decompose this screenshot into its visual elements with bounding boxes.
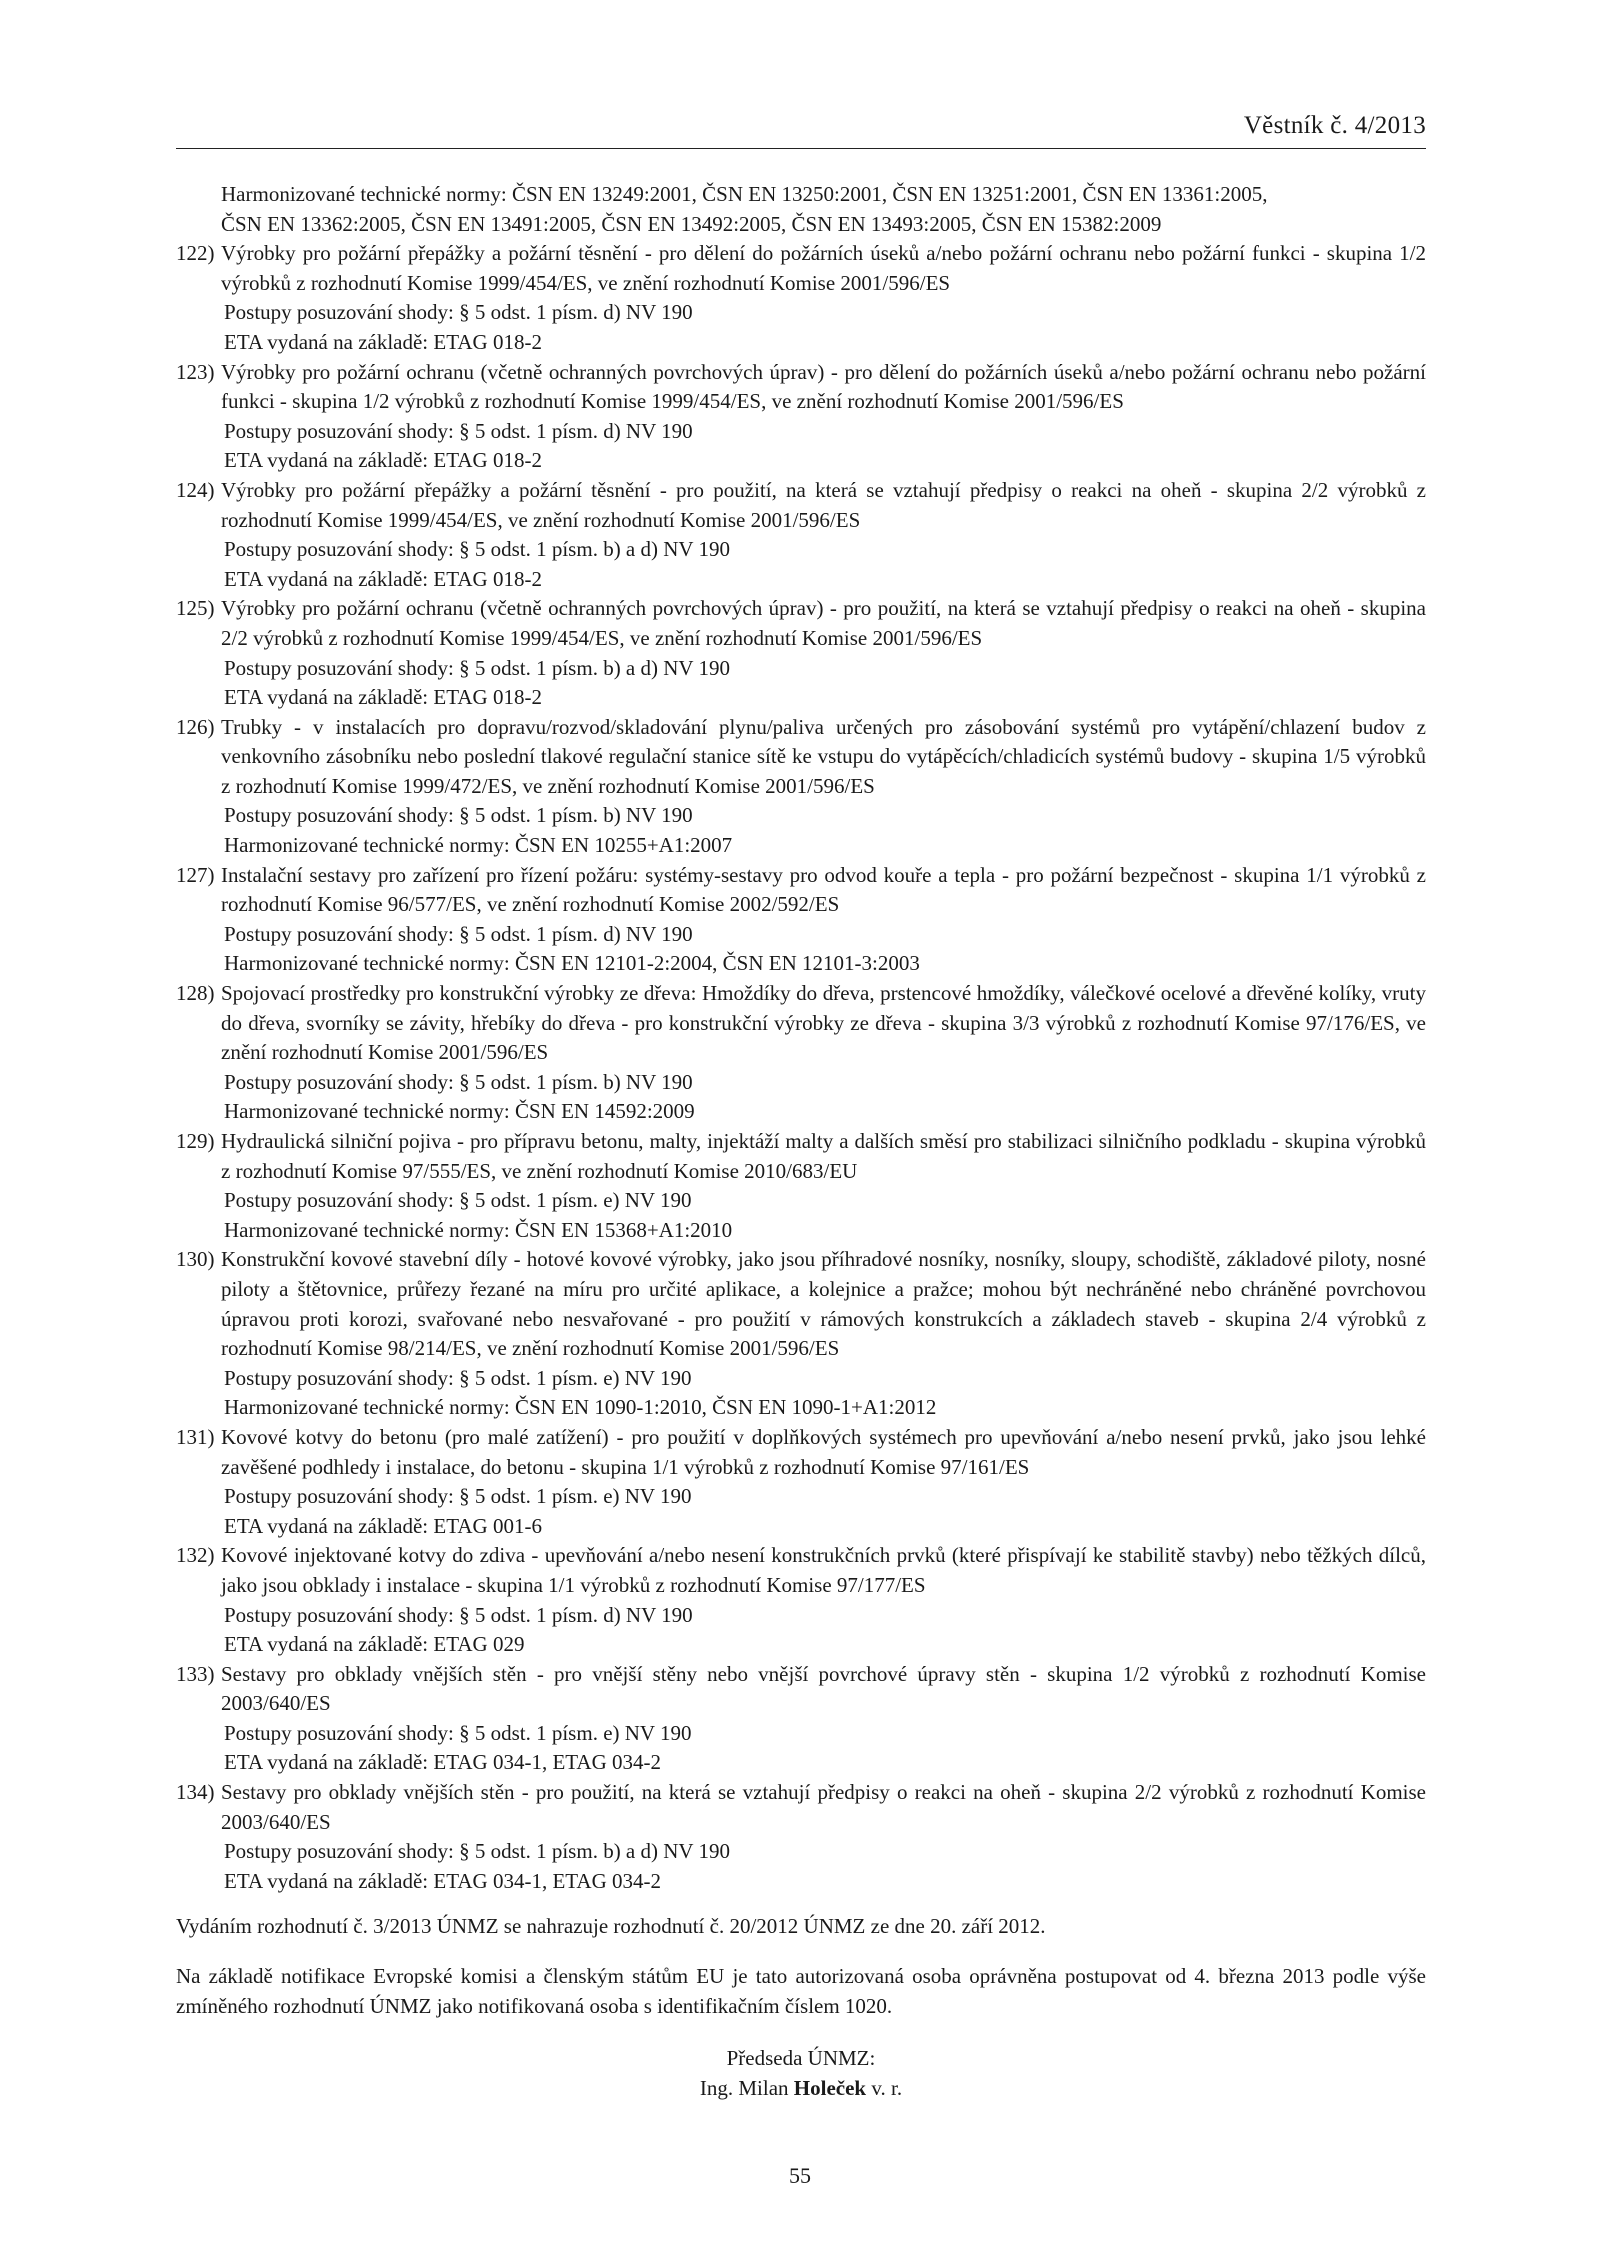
item-reference-line: ETA vydaná na základě: ETAG 018-2 [224,448,542,473]
intro-standards-line-2: ČSN EN 13362:2005, ČSN EN 13491:2005, ČSN EN 13492:2005, ČSN EN 13493:2005, ČSN EN 15382:2009 [221,211,1162,236]
item-conformity-line: Postupy posuzování shody: § 5 odst. 1 písm. b) a d) NV 190 [224,655,730,680]
list-item-129 [176,1127,1426,1245]
item-reference-line: Harmonizované technické normy: ČSN EN 10255+A1:2007 [224,833,733,858]
list-item-122 [176,239,1426,357]
item-number: 122) [176,241,215,266]
item-description: Spojovací prostředky pro konstrukční výrobky ze dřeva: Hmoždíky do dřeva, prstencové hmoždíky, válečkové ocelové a dřevěné kolíky, vruty do dřeva, svorníky se závity, hřebíky do dřeva - pro konstrukční výrobky ze dřeva - skupina 3/3 výrobků z rozhodnutí Komise 97/176/ES, ve znění rozhodnutí Komise 2001/596/ES [221,981,1426,1065]
list-item-126 [176,713,1426,861]
item-number: 132) [176,1543,215,1568]
signature-name-suffix: v. r. [866,2076,903,2100]
item-number: 134) [176,1780,215,1805]
item-number: 124) [176,477,215,502]
item-number: 131) [176,1424,215,1449]
item-conformity-line: Postupy posuzování shody: § 5 odst. 1 písm. b) NV 190 [224,803,693,828]
item-conformity-line: Postupy posuzování shody: § 5 odst. 1 písm. e) NV 190 [224,1484,692,1509]
item-reference-line: ETA vydaná na základě: ETAG 018-2 [224,685,542,710]
item-description: Konstrukční kovové stavební díly - hotové kovové výrobky, jako jsou příhradové nosníky, nosníky, sloupy, schodiště, základové piloty, nosné piloty a štětovnice, průřezy řezané na míru pro určité aplikace, a kolejnice a pražce; mohou být nechráněné nebo chráněné povrchovou úpravou proti korozi, svařované nebo nesvařované - pro použití v rámových konstrukcích a základech staveb - skupina 2/4 výrobků z rozhodnutí Komise 98/214/ES, ve znění rozhodnutí Komise 2001/596/ES [221,1247,1426,1361]
signature-role: Předseda ÚNMZ: [726,2046,876,2070]
list-item-123 [176,358,1426,476]
signature-block [176,2043,1426,2103]
replacement-paragraph: Vydáním rozhodnutí č. 3/2013 ÚNMZ se nahrazuje rozhodnutí č. 20/2012 ÚNMZ ze dne 20. září 2012. [176,1914,1046,1939]
signature-name [176,2073,1426,2103]
list-item-131 [176,1423,1426,1541]
signature-name-prefix: Ing. Milan [699,2076,794,2100]
item-description: Kovové kotvy do betonu (pro malé zatížení) - pro použití v doplňkových systémech pro upevňování a/nebo nesení prvků, jako jsou lehké zavěšené podhledy i instalace, do betonu - skupina 1/1 výrobků z rozhodnutí Komise 97/161/ES [221,1424,1426,1479]
item-number: 127) [176,862,215,887]
item-number: 129) [176,1129,215,1153]
list-item-134 [176,1778,1426,1896]
item-reference-line: ETA vydaná na základě: ETAG 018-2 [224,566,542,591]
item-description: Instalační sestavy pro zařízení pro řízení požáru: systémy-sestavy pro odvod kouře a tepla - pro požární bezpečnost - skupina 1/1 výrobků z rozhodnutí Komise 96/577/ES, ve znění rozhodnutí Komise 2002/592/ES [221,862,1426,917]
item-reference-line: ETA vydaná na základě: ETAG 018-2 [224,329,542,354]
item-reference-line: Harmonizované technické normy: ČSN EN 15368+A1:2010 [224,1217,733,1242]
list-item-127 [176,861,1426,979]
item-reference-line: ETA vydaná na základě: ETAG 034-1, ETAG 034-2 [224,1868,661,1893]
item-conformity-line: Postupy posuzování shody: § 5 odst. 1 písm. e) NV 190 [224,1720,692,1745]
item-reference-line: ETA vydaná na základě: ETAG 001-6 [224,1513,542,1538]
item-conformity-line: Postupy posuzování shody: § 5 odst. 1 písm. b) a d) NV 190 [224,1839,730,1864]
item-conformity-line: Postupy posuzování shody: § 5 odst. 1 písm. d) NV 190 [224,300,693,325]
item-conformity-line: Postupy posuzování shody: § 5 odst. 1 písm. b) NV 190 [224,1069,693,1094]
notification-paragraph: Na základě notifikace Evropské komisi a členským státům EU je tato autorizovaná osoba oprávněna postupovat od 4. března 2013 podle výše zmíněného rozhodnutí ÚNMZ jako notifikovaná osoba s identifikačním číslem 1020. [176,1964,1426,2018]
item-conformity-line: Postupy posuzování shody: § 5 odst. 1 písm. d) NV 190 [224,1602,693,1627]
list-item-133 [176,1660,1426,1778]
item-number: 128) [176,981,215,1006]
item-number: 125) [176,596,215,621]
item-conformity-line: Postupy posuzování shody: § 5 odst. 1 písm. e) NV 190 [224,1365,692,1390]
item-description: Výrobky pro požární přepážky a požární těsnění - pro použití, na která se vztahují předpisy o reakci na oheň - skupina 2/2 výrobků z rozhodnutí Komise 1999/454/ES, ve znění rozhodnutí Komise 2001/596/ES [221,477,1426,532]
item-description: Kovové injektované kotvy do zdiva - upevňování a/nebo nesení konstrukčních prvků (které přispívají ke stabilitě stavby) nebo těžkých dílců, jako jsou obklady i instalace - skupina 1/1 výrobků z rozhodnutí Komise 97/177/ES [221,1543,1426,1597]
item-number: 130) [176,1247,215,1272]
item-description: Výrobky pro požární ochranu (včetně ochranných povrchových úprav) - pro dělení do požárních úseků a/nebo požární ochranu nebo požární funkci - skupina 1/2 výrobků z rozhodnutí Komise 1999/454/ES, ve znění rozhodnutí Komise 2001/596/ES [221,359,1426,414]
list-item-125 [176,594,1426,712]
signature-surname: Holeček [793,2076,867,2100]
page-header [176,108,1426,149]
item-description: Výrobky pro požární přepážky a požární těsnění - pro dělení do požárních úseků a/nebo požární ochranu nebo požární funkci - skupina 1/2 výrobků z rozhodnutí Komise 1999/454/ES, ve znění rozhodnutí Komise 2001/596/ES [221,241,1426,295]
item-reference-line: ETA vydaná na základě: ETAG 029 [224,1632,525,1657]
page-number: 55 [789,2163,811,2188]
item-description: Výrobky pro požární ochranu (včetně ochranných povrchových úprav) - pro použití, na která se vztahují předpisy o reakci na oheň - skupina 2/2 výrobků z rozhodnutí Komise 1999/454/ES, ve znění rozhodnutí Komise 2001/596/ES [221,596,1426,650]
item-conformity-line: Postupy posuzování shody: § 5 odst. 1 písm. b) a d) NV 190 [224,537,730,562]
list-item-124 [176,476,1426,594]
journal-title: Věstník č. 4/2013 [1243,112,1426,139]
item-description: Hydraulická silniční pojiva - pro přípravu betonu, malty, injektáží malty a dalších směsí pro stabilizaci silničního podkladu - skupina výrobků z rozhodnutí Komise 97/555/ES, ve znění rozhodnutí Komise 2010/683/EU [221,1129,1426,1183]
item-conformity-line: Postupy posuzování shody: § 5 odst. 1 písm. e) NV 190 [224,1188,692,1213]
intro-standards-line-1: Harmonizované technické normy: ČSN EN 13249:2001, ČSN EN 13250:2001, ČSN EN 13251:2001, ČSN EN 13361:2005, [221,182,1268,206]
item-reference-line: Harmonizované technické normy: ČSN EN 14592:2009 [224,1099,695,1124]
item-conformity-line: Postupy posuzování shody: § 5 odst. 1 písm. d) NV 190 [224,418,693,443]
item-conformity-line: Postupy posuzování shody: § 5 odst. 1 písm. d) NV 190 [224,921,693,946]
list-item-130 [176,1245,1426,1423]
item-reference-line: ETA vydaná na základě: ETAG 034-1, ETAG 034-2 [224,1750,661,1775]
item-number: 123) [176,359,215,384]
item-description: Sestavy pro obklady vnějších stěn - pro použití, na která se vztahují předpisy o reakci na oheň - skupina 2/2 výrobků z rozhodnutí Komise 2003/640/ES [221,1780,1426,1834]
main-content [176,180,1426,2021]
item-number: 133) [176,1661,215,1686]
item-reference-line: Harmonizované technické normy: ČSN EN 12101-2:2004, ČSN EN 12101-3:2003 [224,951,920,976]
list-item-132 [176,1541,1426,1659]
list-item-128 [176,979,1426,1127]
item-number: 126) [176,714,215,739]
item-description: Sestavy pro obklady vnějších stěn - pro vnější stěny nebo vnější povrchové úpravy stěn - skupina 1/2 výrobků z rozhodnutí Komise 2003/640/ES [221,1661,1426,1716]
item-reference-line: Harmonizované technické normy: ČSN EN 1090-1:2010, ČSN EN 1090-1+A1:2012 [224,1395,937,1420]
item-description: Trubky - v instalacích pro dopravu/rozvod/skladování plynu/paliva určených pro zásobování systémů pro vytápění/chlazení budov z venkovního zásobníku nebo poslední tlakové regulační stanice sítě ke vstupu do vytápěcích/chladicích systémů budovy - skupina 1/5 výrobků z rozhodnutí Komise 1999/472/ES, ve znění rozhodnutí Komise 2001/596/ES [221,714,1426,798]
